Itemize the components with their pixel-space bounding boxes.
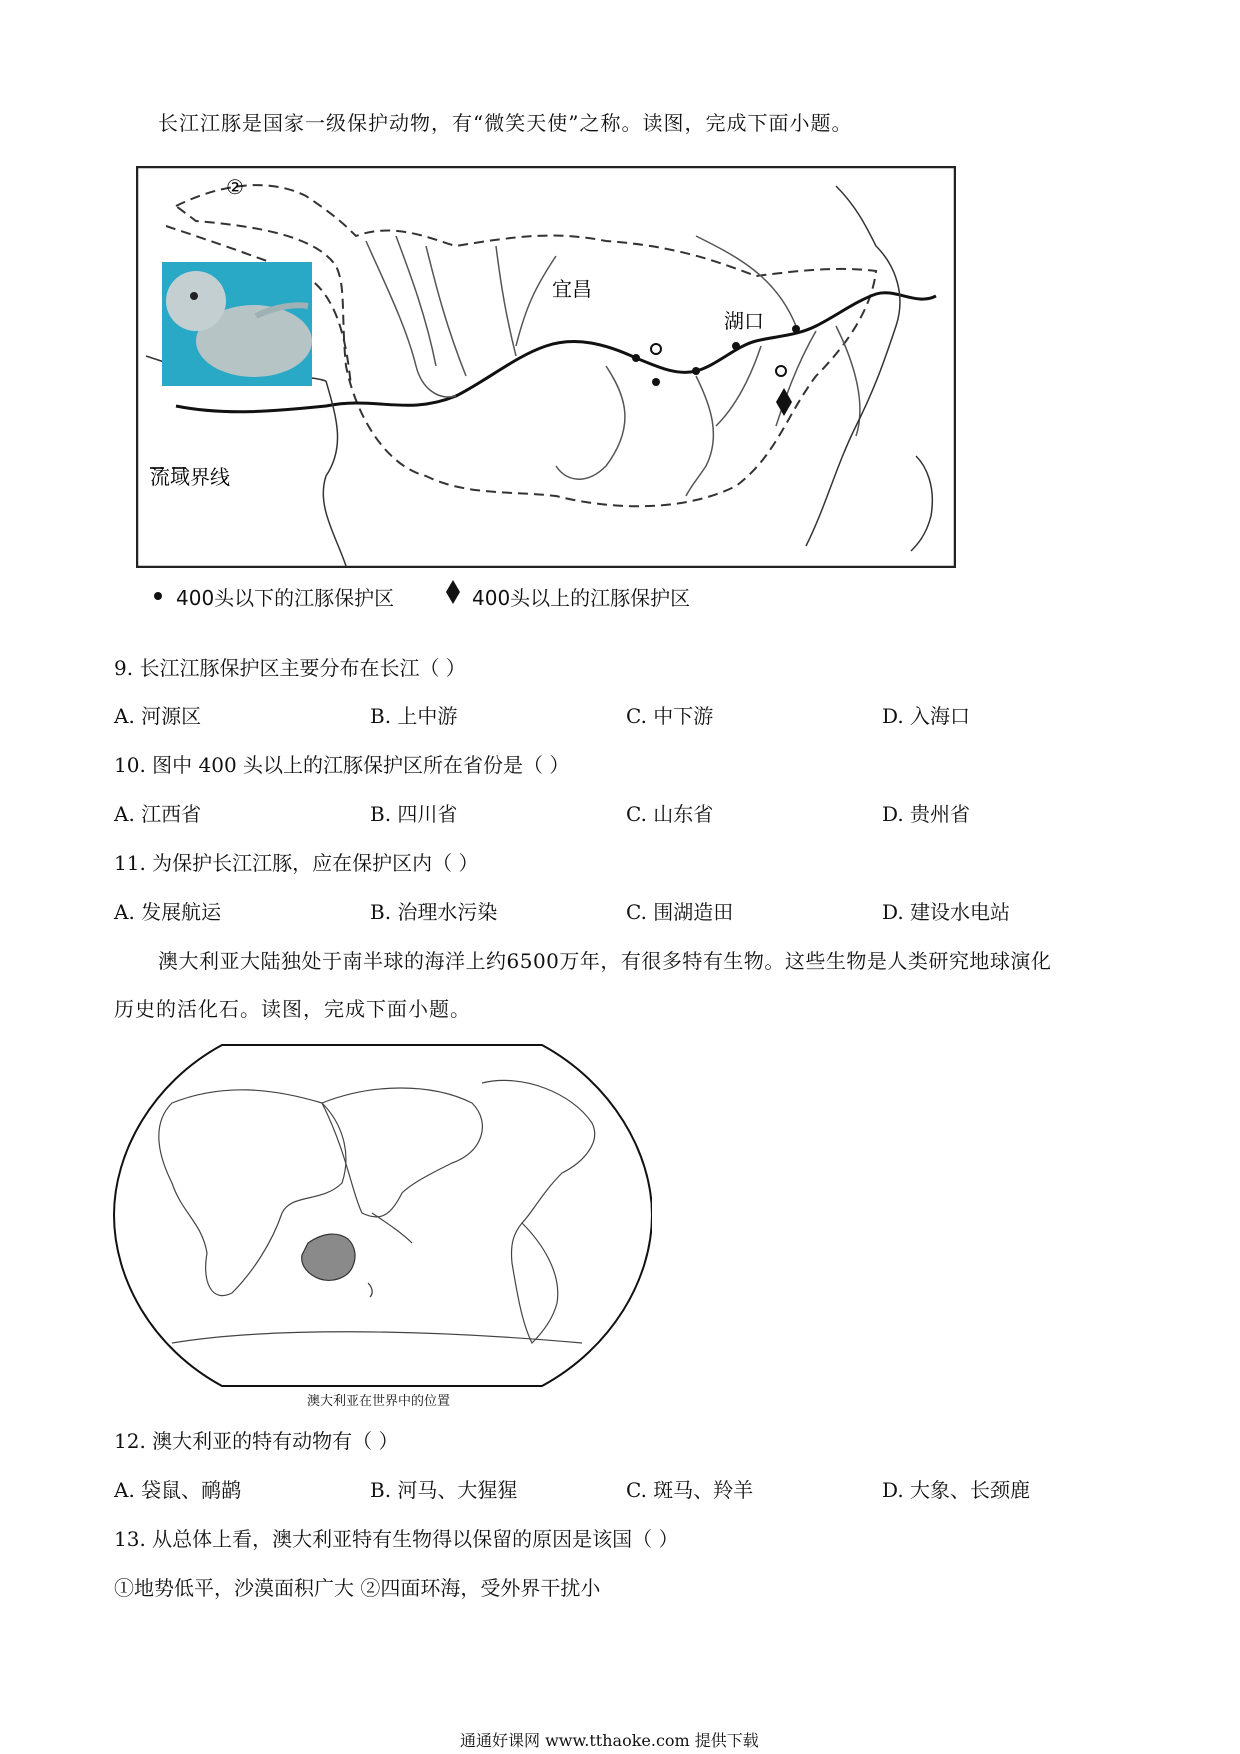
boundary-legend-label: 流域界线 xyxy=(150,465,230,489)
question-13-stem: 13. 从总体上看，澳大利亚特有生物得以保留的原因是该国（ ） xyxy=(114,1527,679,1551)
map-circled-marker: ② xyxy=(226,175,244,199)
question-9-option-b: B. 上中游 xyxy=(370,704,458,728)
small-zone-dot-icon xyxy=(154,592,162,600)
intro-paragraph-1: 长江江豚是国家一级保护动物，有“微笑天使”之称。读图，完成下面小题。 xyxy=(158,111,853,135)
legend-large-zone-label: 400头以上的江豚保护区 xyxy=(472,586,691,610)
question-11-option-a: A. 发展航运 xyxy=(114,900,222,924)
question-12-stem: 12. 澳大利亚的特有动物有（ ） xyxy=(114,1429,399,1453)
question-10-option-c: C. 山东省 xyxy=(626,802,714,826)
question-13-statements: ①地势低平，沙漠面积广大 ②四面环海，受外界干扰小 xyxy=(114,1576,601,1600)
question-12-option-a: A. 袋鼠、鸸鹋 xyxy=(114,1478,242,1502)
city-label-hukou: 湖口 xyxy=(724,309,764,333)
question-9-option-c: C. 中下游 xyxy=(626,704,714,728)
yangtze-basin-map xyxy=(136,166,956,568)
question-11-stem: 11. 为保护长江江豚，应在保护区内（ ） xyxy=(114,851,479,875)
question-10-option-b: B. 四川省 xyxy=(370,802,458,826)
world-map xyxy=(112,1043,652,1389)
question-12-option-b: B. 河马、大猩猩 xyxy=(370,1478,518,1502)
question-9-option-d: D. 入海口 xyxy=(882,704,971,728)
page-footer: 通通好课网 www.tthaoke.com 提供下载 xyxy=(460,1731,759,1750)
intro-paragraph-2-line-1: 澳大利亚大陆独处于南半球的海洋上约6500万年，有很多特有生物。这些生物是人类研究地球演化 xyxy=(158,949,1052,973)
question-9-option-a: A. 河源区 xyxy=(114,704,202,728)
intro-paragraph-2-line-2: 历史的活化石。读图，完成下面小题。 xyxy=(114,997,471,1021)
question-11-option-c: C. 围湖造田 xyxy=(626,900,734,924)
question-12-option-d: D. 大象、长颈鹿 xyxy=(882,1478,1031,1502)
large-zone-diamond-icon xyxy=(446,580,460,604)
question-10-stem: 10. 图中 400 头以上的江豚保护区所在省份是（ ） xyxy=(114,753,570,777)
question-12-option-c: C. 斑马、羚羊 xyxy=(626,1478,754,1502)
question-10-option-d: D. 贵州省 xyxy=(882,802,971,826)
question-11-option-d: D. 建设水电站 xyxy=(882,900,1011,924)
question-10-option-a: A. 江西省 xyxy=(114,802,202,826)
legend-small-zone-label: 400头以下的江豚保护区 xyxy=(176,586,395,610)
world-map-caption: 澳大利亚在世界中的位置 xyxy=(307,1394,451,1409)
question-11-option-b: B. 治理水污染 xyxy=(370,900,498,924)
question-9-stem: 9. 长江江豚保护区主要分布在长江（ ） xyxy=(114,656,466,680)
city-label-yichang: 宜昌 xyxy=(552,277,592,301)
